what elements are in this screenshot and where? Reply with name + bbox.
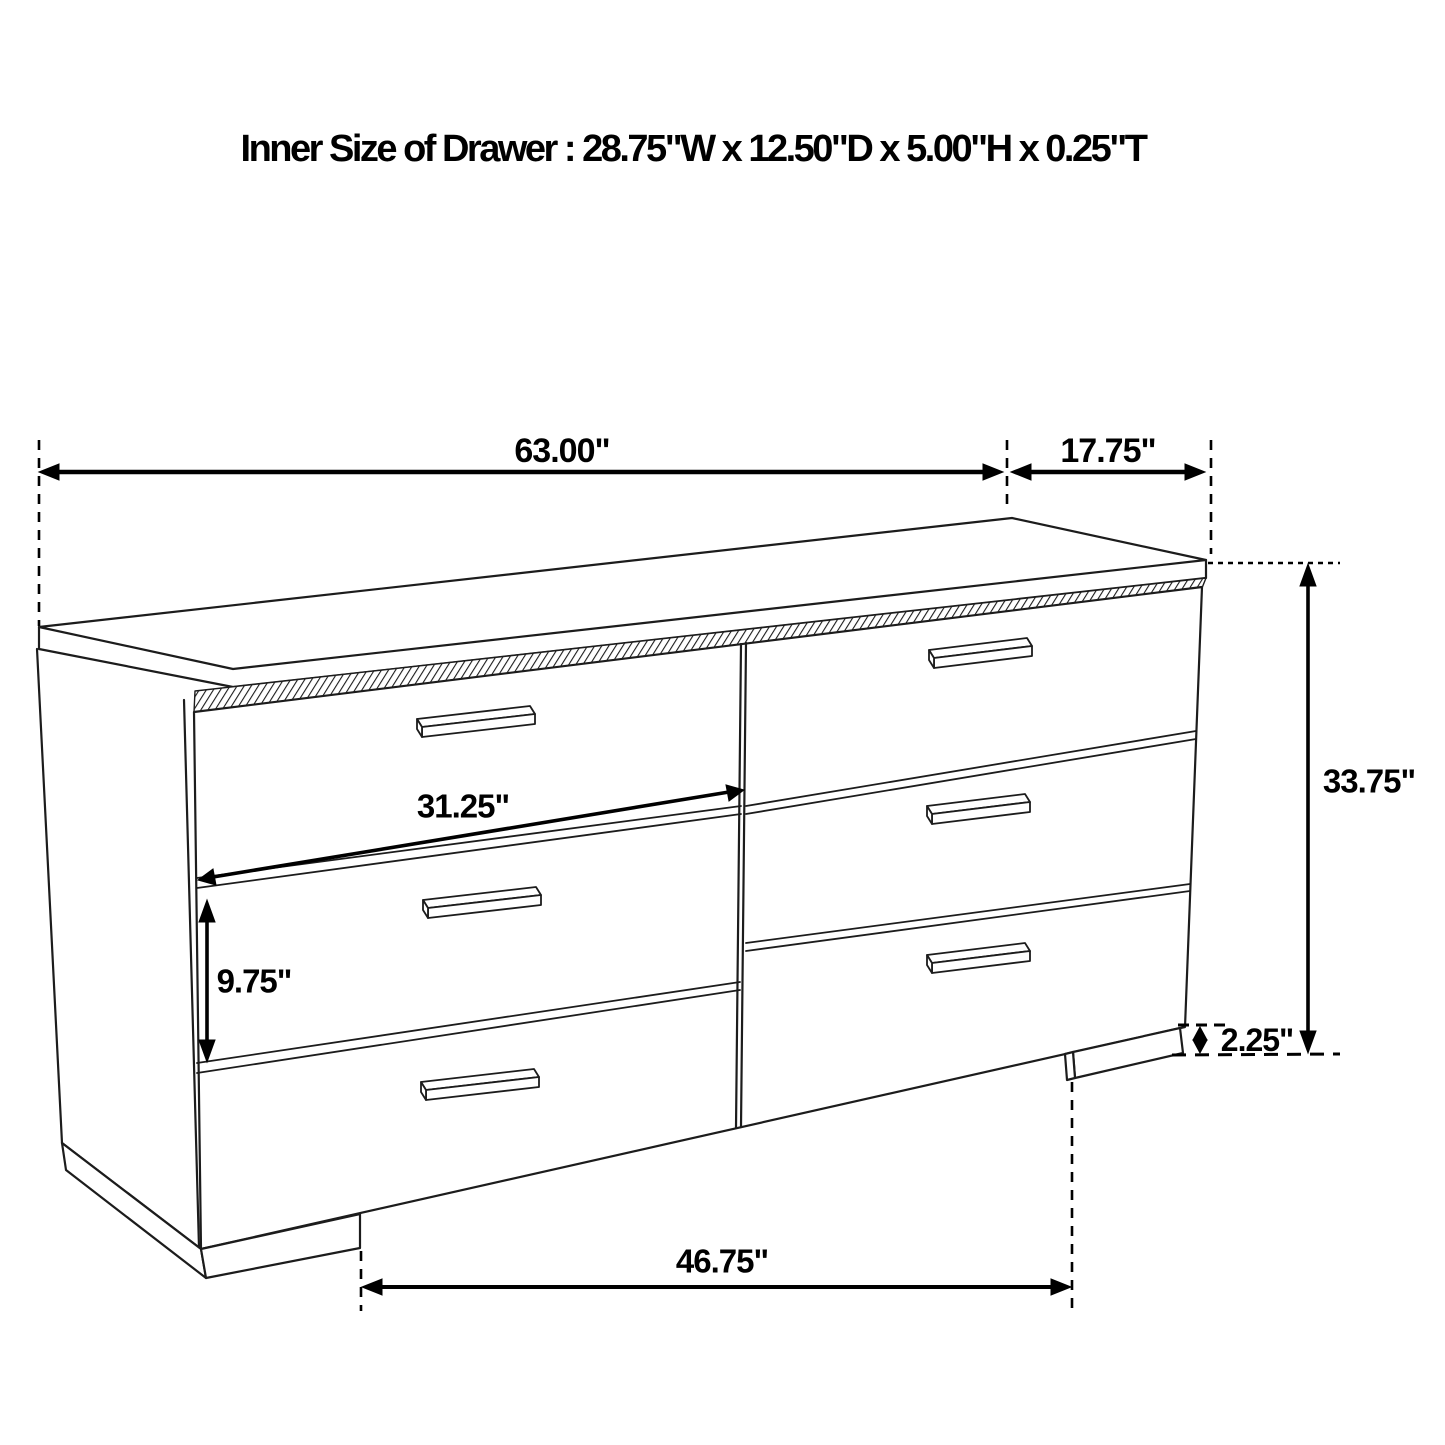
right-foot-end-face <box>1065 1052 1075 1080</box>
drawer-opening-width-label: 31.25" <box>416 787 510 825</box>
arrowhead <box>1300 564 1316 586</box>
arrowhead <box>1193 1027 1207 1040</box>
arrowhead <box>1051 1279 1071 1295</box>
left-base-side-face <box>62 1143 206 1278</box>
arrowhead <box>1193 1040 1207 1053</box>
arrowhead <box>1300 1031 1316 1053</box>
arrowhead <box>1185 464 1205 480</box>
arrowhead <box>983 464 1003 480</box>
dim-base-height <box>1193 1027 1207 1053</box>
dim-overall-height <box>1300 564 1316 1053</box>
dresser-drawing <box>37 518 1206 1278</box>
overall-height-label: 33.75" <box>1322 762 1416 800</box>
arrowhead <box>39 464 59 480</box>
base-span-label: 46.75" <box>675 1242 769 1280</box>
left-side-panel <box>37 649 201 1249</box>
base-height-label: 2.25" <box>1220 1022 1294 1058</box>
arrowhead <box>362 1279 382 1295</box>
overall-depth-label: 17.75" <box>1060 432 1156 470</box>
dim-base-span <box>362 1279 1071 1295</box>
overall-width-label: 63.00" <box>514 432 610 470</box>
arrowhead <box>1011 464 1031 480</box>
drawer-front-height-label: 9.75" <box>216 962 292 1000</box>
page-title: Inner Size of Drawer : 28.75"W x 12.50"D x 5.00"H x 0.25"T <box>240 128 1146 170</box>
